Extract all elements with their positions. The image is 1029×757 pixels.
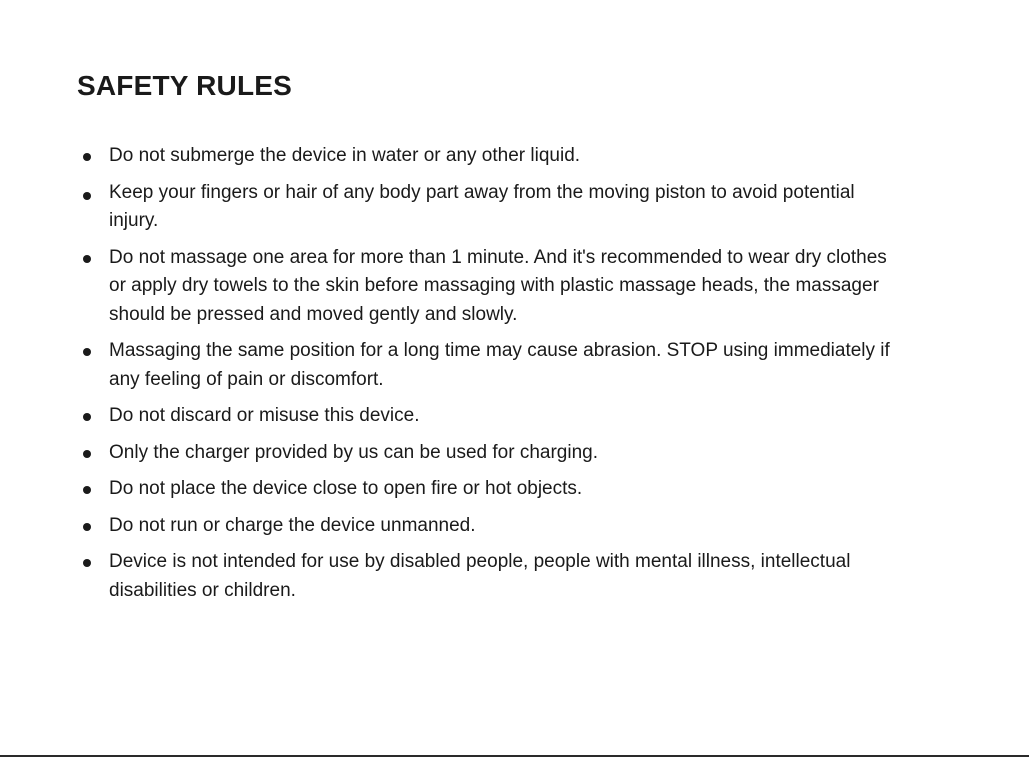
bullet-icon [83, 255, 91, 263]
rule-text: Do not discard or misuse this device. [109, 405, 420, 426]
bullet-icon [83, 153, 91, 161]
rule-text: Do not run or charge the device unmanned. [109, 514, 476, 536]
rule-text: Do not massage one area for more than 1 minute. And it's recommended to wear dry clothes or apply dry towels to the skin before massaging with plastic massage heads, the massager should be pressed and moved gently and slowly. [109, 246, 887, 325]
list-item [77, 439, 907, 468]
rule-text: Keep your fingers or hair of any body part away from the moving piston to avoid potential injury. [109, 181, 855, 231]
rule-text: Do not place the device close to open fire or hot objects. [109, 478, 583, 499]
bullet-icon [83, 486, 91, 494]
list-item [77, 179, 907, 236]
safety-rules-list [77, 142, 907, 613]
list-item [77, 548, 907, 605]
list-item [77, 475, 907, 504]
bullet-icon [83, 413, 91, 421]
rule-text: Massaging the same position for a long time may cause abrasion. STOP using immediately if any feeling of pain or discomfort. [109, 340, 890, 390]
rule-text: Do not submerge the device in water or any other liquid. [109, 145, 581, 166]
list-item [77, 244, 907, 330]
rule-text: Only the charger provided by us can be used for charging. [109, 441, 599, 463]
bullet-icon [83, 559, 91, 567]
bullet-icon [83, 348, 91, 356]
bullet-icon [83, 523, 91, 531]
bullet-icon [83, 192, 91, 200]
bullet-icon [83, 450, 91, 458]
list-item [77, 402, 907, 431]
rule-text: Device is not intended for use by disabled people, people with mental illness, intellectual disabilities or children. [109, 551, 851, 601]
page-title: SAFETY RULES [77, 70, 293, 101]
list-item [77, 512, 907, 541]
list-item [77, 337, 907, 394]
list-item [77, 142, 907, 171]
